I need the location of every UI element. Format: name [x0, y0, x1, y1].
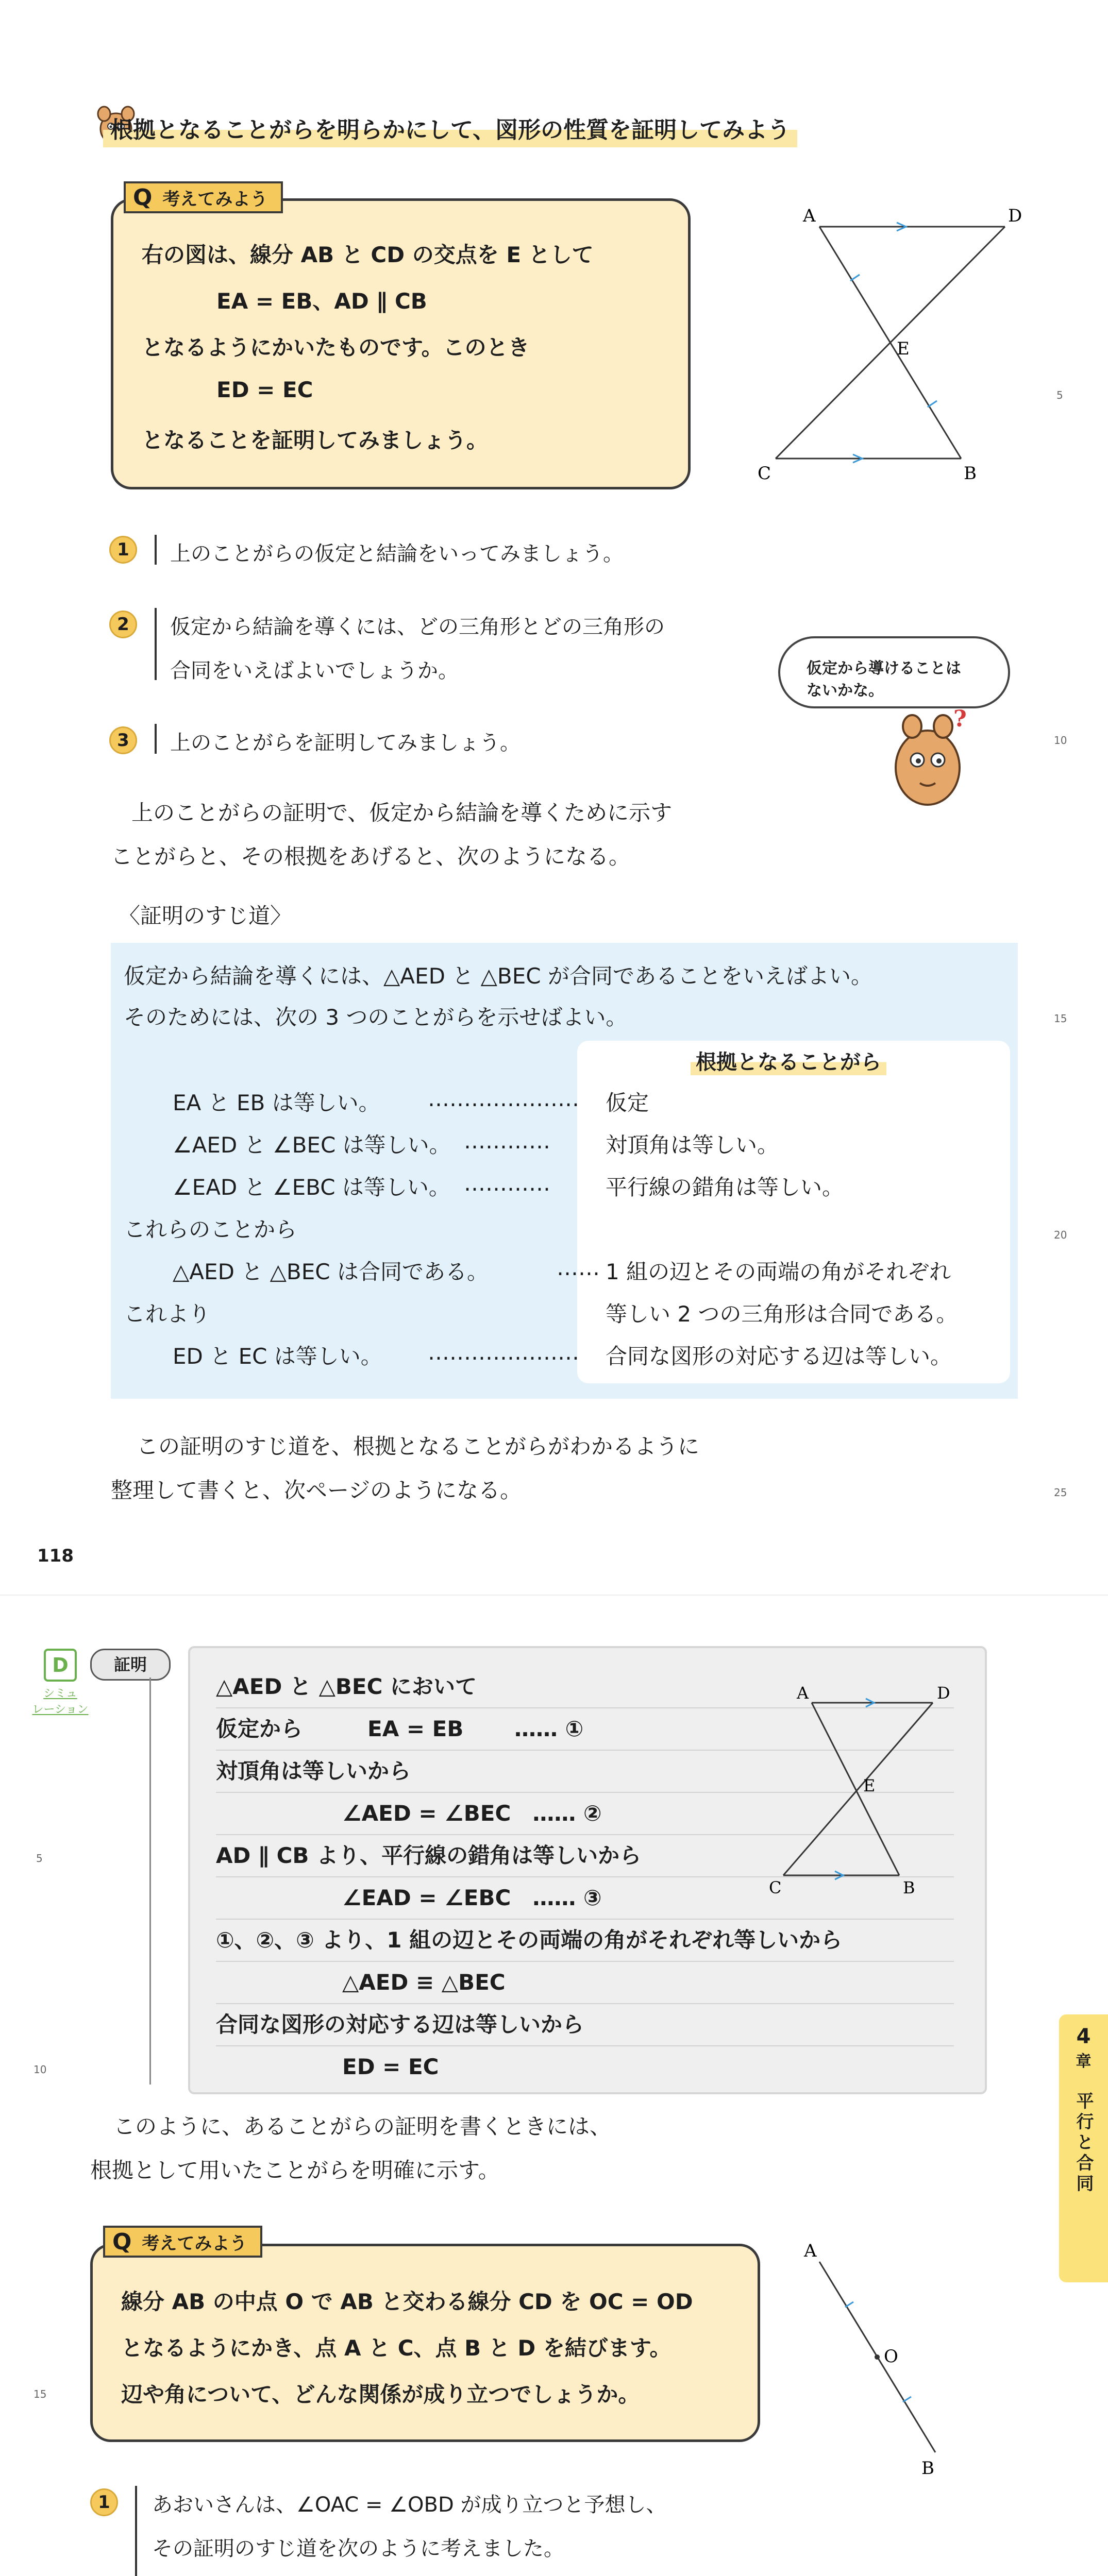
- question-number-3: 3: [109, 726, 137, 754]
- figure-3: [794, 2236, 969, 2478]
- figure-1: [742, 201, 1031, 489]
- paragraph-1-line-1: 上のことがらの証明で、仮定から結論を導くために示す: [131, 800, 673, 825]
- fig2-label-b: B: [903, 1878, 915, 1897]
- q1-line-4: ED = EC: [216, 377, 313, 402]
- fig1-label-c: C: [758, 463, 771, 484]
- outline-final: ED と EC は等しい。: [173, 1344, 382, 1369]
- q-title: 考えてみよう: [162, 189, 268, 210]
- proof-line-7: ①、②、③ より、1 組の辺とその両端の角がそれぞれ等しいから: [216, 1920, 954, 1962]
- q2-line-1: 線分 AB の中点 O で AB と交わる線分 CD を OC = OD: [121, 2289, 693, 2314]
- margin-number: 5: [36, 1852, 43, 1865]
- paragraph-2-line-2: 整理して書くと、次ページのようになる。: [111, 1478, 522, 1503]
- outline-row-2-right: 対頂角は等しい。: [606, 1132, 779, 1158]
- question-2-line-2: 合同をいえばよいでしょうか。: [170, 659, 459, 683]
- p2-question-line-1: あおいさんは、∠OAC = ∠OBD が成り立つと予想し、: [152, 2493, 667, 2517]
- fig2-label-e: E: [863, 1776, 876, 1795]
- simulation-text-2: レーション: [32, 1703, 89, 1716]
- chapter-unit: 章: [1076, 2053, 1092, 2071]
- q1-line-5: となることを証明してみましょう。: [142, 428, 489, 453]
- question-2-line-1: 仮定から結論を導くには、どの三角形とどの三角形の: [170, 615, 665, 639]
- outline-thus: これより: [124, 1301, 211, 1327]
- q2-line-2: となるようにかき、点 A と C、点 B と D を結びます。: [121, 2335, 671, 2361]
- outline-row-2-dots: …………: [464, 1128, 550, 1154]
- simulation-text-1: シミュ: [43, 1687, 77, 1700]
- outline-row-3-dots: …………: [464, 1171, 550, 1196]
- simulation-badge[interactable]: [32, 1649, 89, 1717]
- proof-line-6: ∠EAD = ∠EBC …… ③: [216, 1877, 954, 1920]
- page-divider: [0, 1595, 1108, 1596]
- outline-row-1-dots: …………………: [428, 1086, 579, 1111]
- question-1-text: 上のことがらの仮定と結論をいってみましょう。: [170, 542, 624, 566]
- thinking-mascot-icon: [876, 706, 979, 814]
- question-tab-2: [103, 2226, 262, 2258]
- q2-title: 考えてみよう: [142, 2233, 247, 2254]
- fig1-label-b: B: [964, 463, 977, 484]
- fig2-label-c: C: [769, 1878, 782, 1897]
- proof-line-5: AD ∥ CB より、平行線の錯角は等しいから: [216, 1835, 954, 1877]
- outline-from-these: これらのことから: [124, 1217, 297, 1242]
- outline-row-2-left: ∠AED と ∠BEC は等しい。: [173, 1132, 451, 1158]
- p2-question-line-2: その証明のすじ道を次のように考えました。: [152, 2537, 564, 2561]
- bubble-line-1: 仮定から導けることは: [807, 659, 961, 677]
- q-letter: Q: [133, 184, 153, 211]
- question-number-1: 1: [109, 536, 137, 564]
- q1-line-2: EA = EB、AD ∥ CB: [216, 289, 427, 314]
- outline-final-reason: 合同な図形の対応する辺は等しい。: [606, 1344, 952, 1369]
- proof-line-9: 合同な図形の対応する辺は等しいから: [216, 2004, 954, 2046]
- bubble-line-2: ないかな。: [807, 682, 884, 700]
- margin-number: 20: [1054, 1229, 1067, 1241]
- question-tab: [124, 181, 283, 213]
- q2-line-3: 辺や角について、どんな関係が成り立つでしょうか。: [121, 2382, 640, 2407]
- outline-congruent-reason-1: 1 組の辺とその両端の角がそれぞれ: [606, 1259, 951, 1284]
- svg-text:?: ?: [953, 706, 967, 732]
- proof-line-1: △AED と △BEC において: [216, 1666, 954, 1708]
- outline-row-3-left: ∠EAD と ∠EBC は等しい。: [173, 1175, 450, 1200]
- margin-number: 5: [1056, 389, 1063, 401]
- fig3-label-o: O: [884, 2346, 898, 2367]
- chapter-tab[interactable]: [1059, 2014, 1108, 2282]
- simulation-icon: D: [44, 1649, 77, 1682]
- fig1-label-a: A: [803, 206, 816, 226]
- outline-final-dots: …………………: [428, 1340, 579, 1365]
- outline-row-3-right: 平行線の錯角は等しい。: [606, 1175, 844, 1200]
- proof-line-2: 仮定から EA = EB …… ①: [216, 1708, 954, 1751]
- proof-line-8: △AED ≡ △BEC: [216, 1962, 954, 2004]
- outline-intro-1: 仮定から結論を導くには、△AED と △BEC が合同であることをいえばよい。: [124, 963, 872, 989]
- fig3-label-b: B: [921, 2458, 934, 2478]
- proof-line-3: 対頂角は等しいから: [216, 1751, 954, 1793]
- fig1-label-e: E: [897, 338, 910, 359]
- paragraph-1-line-2: ことがらと、その根拠をあげると、次のようになる。: [111, 844, 631, 869]
- question-3-text: 上のことがらを証明してみましょう。: [170, 731, 521, 755]
- question-number-2: 2: [109, 611, 137, 638]
- outline-intro-2: そのためには、次の 3 つのことがらを示せばよい。: [124, 1005, 628, 1030]
- proof-line-10: ED = EC: [342, 2054, 439, 2079]
- page-headline: 根拠となることがらを明らかにして、図形の性質を証明してみよう: [103, 108, 797, 147]
- chapter-number: 4: [1076, 2025, 1091, 2048]
- proof-rail: [149, 1677, 151, 2084]
- q2-letter: Q: [112, 2228, 132, 2255]
- margin-number: 10: [1054, 734, 1067, 747]
- q1-line-3: となるようにかいたものです。このとき: [142, 335, 530, 360]
- fig1-label-d: D: [1008, 206, 1022, 226]
- proof-tab: 証明: [90, 1649, 171, 1681]
- chapter-title: 平行と合同: [1073, 2092, 1094, 2195]
- q1-line-1: 右の図は、線分 AB と CD の交点を E として: [142, 242, 594, 267]
- question-number-p2-1: 1: [90, 2488, 118, 2516]
- fig2-label-d: D: [937, 1683, 950, 1703]
- outline-row-1-right: 仮定: [606, 1090, 649, 1115]
- outline-congruent-reason-2: 等しい 2 つの三角形は合同である。: [606, 1301, 958, 1327]
- fig2-label-a: A: [797, 1683, 809, 1703]
- proof-outline-label: 〈証明のすじ道〉: [119, 903, 292, 928]
- paragraph-3-line-1: このように、あることがらの証明を書くときには、: [113, 2114, 612, 2139]
- outline-row-1-left: EA と EB は等しい。: [173, 1090, 380, 1115]
- margin-number: 10: [33, 2063, 47, 2076]
- proof-line-4: ∠AED = ∠BEC …… ②: [216, 1793, 954, 1835]
- outline-congruent: △AED と △BEC は合同である。: [173, 1259, 489, 1284]
- page-number-118: 118: [37, 1546, 74, 1566]
- margin-number: 15: [33, 2388, 47, 2400]
- fig3-label-a: A: [804, 2241, 817, 2261]
- margin-number: 25: [1054, 1486, 1067, 1499]
- reason-header: 根拠となることがら: [691, 1046, 886, 1075]
- paragraph-3-line-2: 根拠として用いたことがらを明確に示す。: [90, 2158, 500, 2183]
- outline-congruent-dots: ……: [557, 1255, 600, 1280]
- figure-2: [763, 1677, 969, 1914]
- margin-number: 15: [1054, 1012, 1067, 1025]
- paragraph-2-line-1: この証明のすじ道を、根拠となることがらがわかるように: [137, 1434, 700, 1459]
